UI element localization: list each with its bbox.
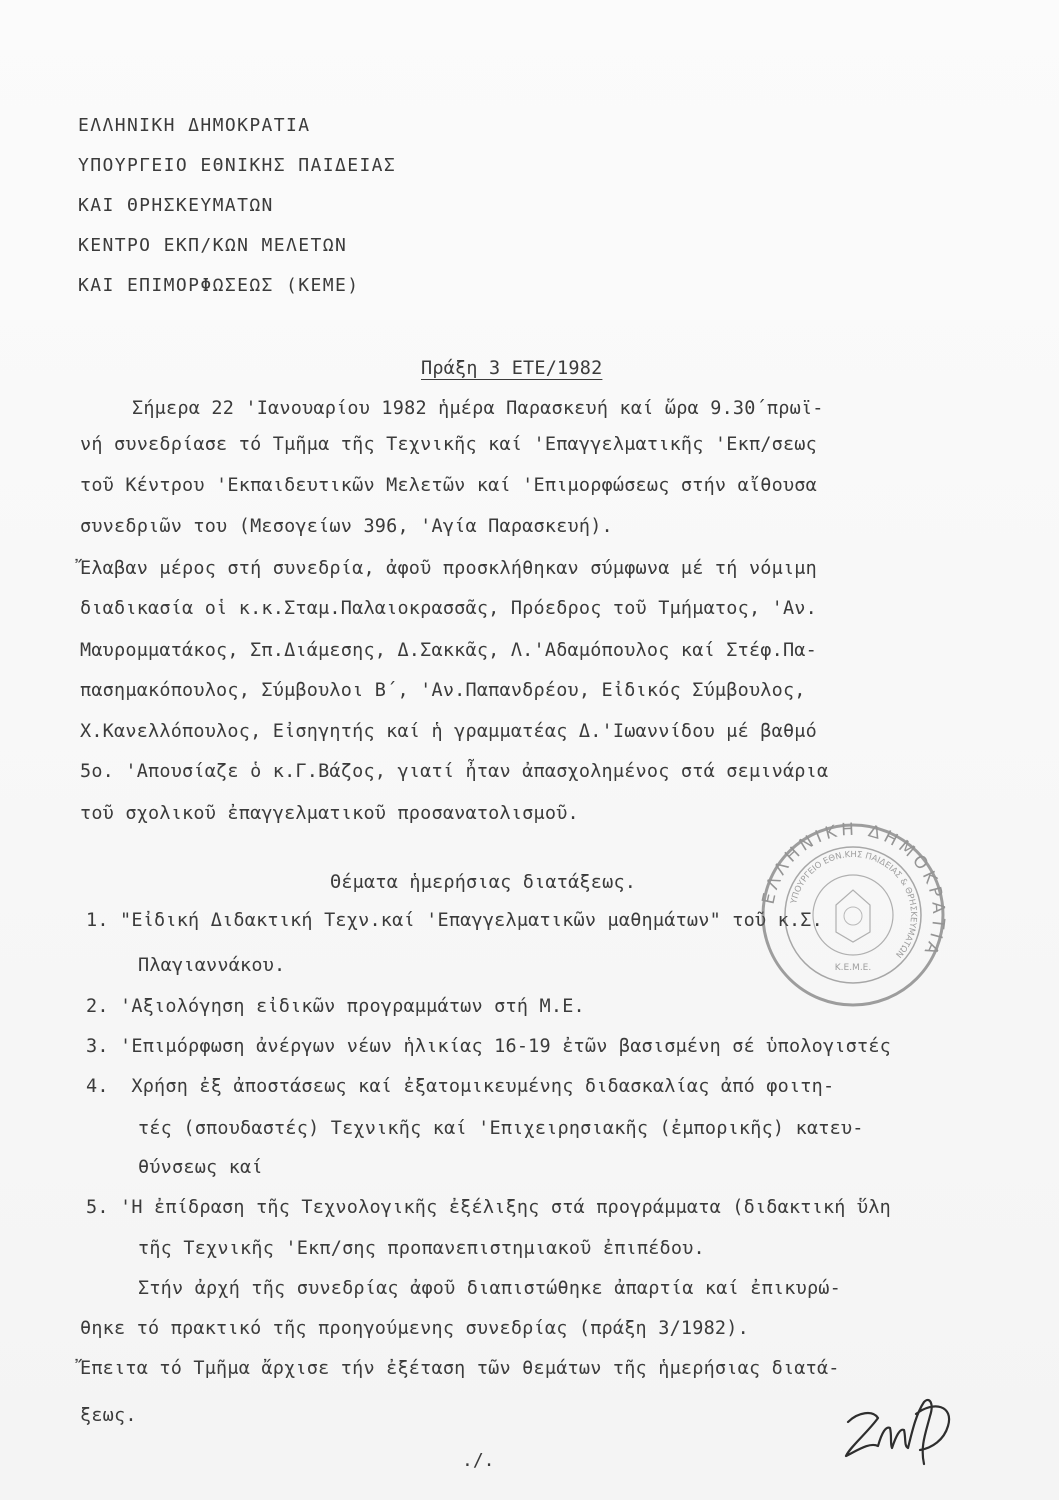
- header-line-5: ΚΑΙ ΕΠΙΜΟΡΦΩΣΕΩΣ (ΚΕΜΕ): [78, 275, 360, 296]
- header-line-2: ΥΠΟΥΡΓΕΙΟ ΕΘΝΙΚΗΣ ΠΑΙΔΕΙΑΣ: [78, 155, 397, 176]
- svg-text:ΥΠΟΥΡΓΕΙΟ ΕΘΝ.ΚΗΣ ΠΑΙΔΕΙΑΣ & Θ: [789, 850, 918, 959]
- page-continuation-mark: ./.: [462, 1450, 495, 1471]
- body-line: Ἔπειτα τό Τμῆμα ἄρχισε τήν ἐξέταση τῶν θεμάτων τῆς ἡμερήσιας διατά-: [80, 1358, 840, 1379]
- official-stamp: [758, 820, 948, 1010]
- agenda-item-4: 4. Χρήση ἐξ ἀποστάσεως καί ἐξατομικευμένης διδασκαλίας ἀπό φοιτη-: [86, 1076, 835, 1097]
- body-line: διαδικασία οἱ κ.κ.Σταμ.Παλαιοκρασσᾶς, Πρόεδρος τοῦ Τμήματος, 'Αν.: [80, 598, 817, 619]
- signature: [838, 1392, 968, 1474]
- stamp-outer-text: ΕΛΛΗΝΙΚΗ ΔΗΜΟΚΡΑΤΙΑ: [758, 820, 948, 962]
- body-line: 5ο. 'Απουσίαζε ὁ κ.Γ.Βάζος, γιατί ἦταν ἀπασχολημένος στά σεμινάρια: [80, 761, 829, 782]
- agenda-item-5: 5. 'Η ἐπίδραση τῆς Τεχνολογικῆς ἐξέλιξης στά προγράμματα (διδακτική ὕλη: [86, 1197, 891, 1218]
- body-line: Χ.Κανελλόπουλος, Εἰσηγητής καί ἡ γραμματέας Δ.'Ιωαννίδου μέ βαθμό: [80, 721, 817, 742]
- body-line: Σήμερα 22 'Ιανουαρίου 1982 ἡμέρα Παρασκευή καί ὥρα 9.30΄πρωϊ-: [132, 398, 824, 419]
- body-line: συνεδριῶν του (Μεσογείων 396, 'Αγία Παρασκευή).: [80, 516, 613, 537]
- body-line: τοῦ σχολικοῦ ἐπαγγελματικοῦ προσανατολισμοῦ.: [80, 803, 579, 824]
- agenda-item-1: 1. "Εἰδική Διδακτική Τεχν.καί 'Επαγγελματικῶν μαθημάτων" τοῦ κ.Σ.: [86, 910, 823, 931]
- document-title: Πράξη 3 ΕΤΕ/1982: [421, 358, 603, 379]
- stamp-inner-text: ΥΠΟΥΡΓΕΙΟ ΕΘΝ.ΚΗΣ ΠΑΙΔΕΙΑΣ & ΘΡΗΣΚΕΥΜΑΤΩΝ: [789, 849, 919, 960]
- body-line: τοῦ Κέντρου 'Εκπαιδευτικῶν Μελετῶν καί 'Επιμορφώσεως στήν αἴθουσα: [80, 475, 817, 496]
- agenda-item-3: 3. 'Επιμόρφωση ἀνέργων νέων ἡλικίας 16-19 ἐτῶν βασισμένη σέ ὑπολογιστές: [86, 1036, 891, 1057]
- stamp-bottom-text: Κ.Ε.Μ.Ε.: [834, 963, 872, 973]
- body-line: νή συνεδρίασε τό Τμῆμα τῆς Τεχνικῆς καί 'Επαγγελματικῆς 'Εκπ/σεως: [80, 434, 817, 455]
- body-line: πασημακόπουλος, Σύμβουλοι Β΄, 'Αν.Παπανδρέου, Εἰδικός Σύμβουλος,: [80, 680, 806, 701]
- header-line-1: ΕΛΛΗΝΙΚΗ ΔΗΜΟΚΡΑΤΙΑ: [78, 115, 311, 136]
- body-line: ξεως.: [80, 1405, 137, 1426]
- agenda-heading: Θέματα ἡμερήσιας διατάξεως.: [330, 872, 637, 893]
- body-line: Ἔλαβαν μέρος στή συνεδρία, ἀφοῦ προσκλήθηκαν σύμφωνα μέ τή νόμιμη: [80, 558, 817, 579]
- agenda-item-5-cont: τῆς Τεχνικῆς 'Εκπ/σης προπανεπιστημιακοῦ ἐπιπέδου.: [138, 1238, 705, 1259]
- header-line-4: ΚΕΝΤΡΟ ΕΚΠ/ΚΩΝ ΜΕΛΕΤΩΝ: [78, 235, 348, 256]
- agenda-item-2: 2. 'Αξιολόγηση εἰδικῶν προγραμμάτων στή Μ.Ε.: [86, 996, 585, 1017]
- body-line: Μαυρομματάκος, Σπ.Διάμεσης, Δ.Σακκᾶς, Λ.'Αδαμόπουλος καί Στέφ.Πα-: [80, 640, 817, 661]
- agenda-item-1-cont: Πλαγιαννάκου.: [138, 955, 286, 976]
- body-line: θηκε τό πρακτικό τῆς προηγούμενης συνεδρίας (πράξη 3/1982).: [80, 1318, 749, 1339]
- body-line: Στήν ἀρχή τῆς συνεδρίας ἀφοῦ διαπιστώθηκε ἀπαρτία καί ἐπικυρώ-: [138, 1278, 841, 1299]
- header-line-3: ΚΑΙ ΘΡΗΣΚΕΥΜΑΤΩΝ: [78, 195, 274, 216]
- agenda-item-4-cont: θύνσεως καί: [138, 1157, 263, 1178]
- agenda-item-4-cont: τές (σπουδαστές) Τεχνικῆς καί 'Επιχειρησιακῆς (ἐμπορικῆς) κατευ-: [138, 1118, 864, 1139]
